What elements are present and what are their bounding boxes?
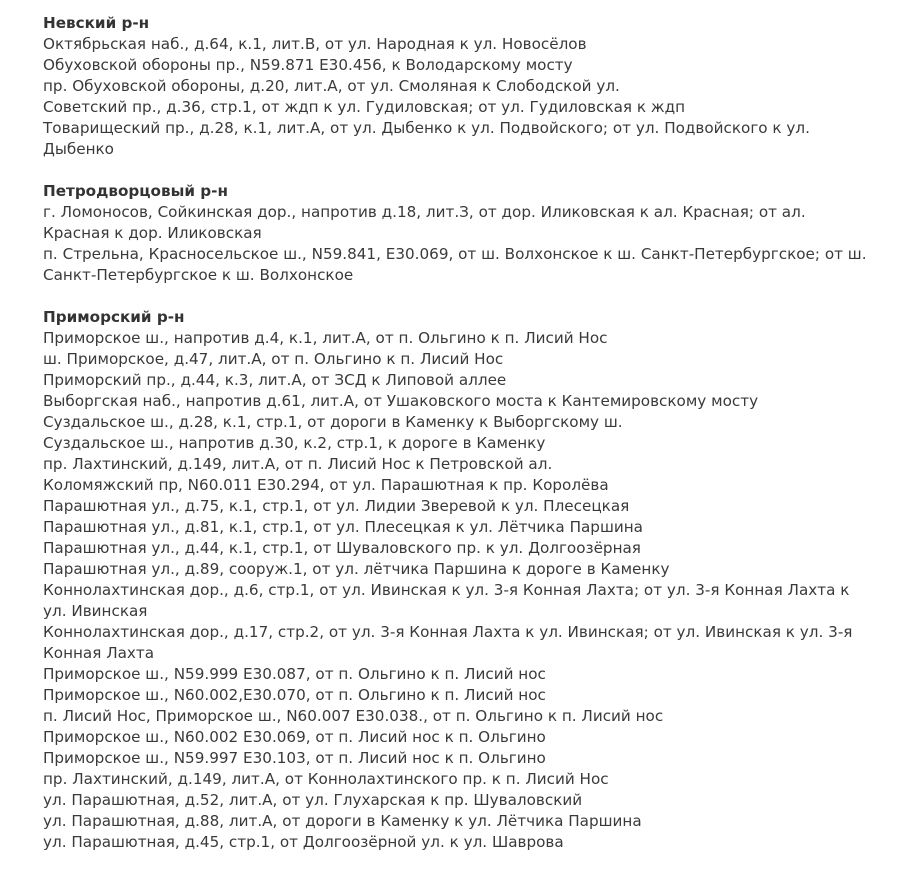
list-item: Товарищеский пр., д.28, к.1, лит.А, от ул. Дыбенко к ул. Подвойского; от ул. Подвойского к ул. Дыбенко [43,119,810,158]
list-item: Парашютная ул., д.89, сооруж.1, от ул. лётчика Паршина к дороге в Каменку [43,560,670,578]
list-item: Обуховской обороны пр., N59.871 E30.456, к Володарскому мосту [43,56,573,74]
list-item: Советский пр., д.36, стр.1, от ждп к ул. Гудиловская; от ул. Гудиловская к ждп [43,98,686,116]
list-item: ул. Парашютная, д.45, стр.1, от Долгоозёрной ул. к ул. Шаврова [43,833,564,851]
list-item: Парашютная ул., д.75, к.1, стр.1, от ул. Лидии Зверевой к ул. Плесецкая [43,497,630,515]
section-primorsky [43,307,873,853]
section-title: Невский р-н [43,14,150,32]
list-item: ш. Приморское, д.47, лит.А, от п. Ольгино к п. Лисий Нос [43,350,504,368]
list-item: Приморский пр., д.44, к.3, лит.А, от ЗСД к Липовой аллее [43,371,507,389]
section-nevsky [43,13,873,160]
section-petrodvortsovy [43,181,873,286]
document-page [43,13,873,874]
list-item: ул. Парашютная, д.52, лит.А, от ул. Глухарская к пр. Шуваловский [43,791,583,809]
list-item: Суздальское ш., д.28, к.1, стр.1, от дороги в Каменку к Выборгскому ш. [43,413,623,431]
list-item: п. Лисий Нос, Приморское ш., N60.007 E30.038., от п. Ольгино к п. Лисий нос [43,707,664,725]
list-item: пр. Лахтинский, д.149, лит.А, от Коннолахтинского пр. к п. Лисий Нос [43,770,609,788]
list-item: Коннолахтинская дор., д.17, стр.2, от ул. 3-я Конная Лахта к ул. Ивинская; от ул. Ивинская к ул. 3-я Конная Лахта [43,623,853,662]
list-item: Выборгская наб., напротив д.61, лит.А, от Ушаковского моста к Кантемировскому мосту [43,392,759,410]
list-item: Октябрьская наб., д.64, к.1, лит.В, от ул. Народная к ул. Новосёлов [43,35,587,53]
list-item: пр. Обуховской обороны, д.20, лит.А, от ул. Смоляная к Слободской ул. [43,77,620,95]
section-title: Приморский р-н [43,308,185,326]
section-title: Петродворцовый р-н [43,182,228,200]
list-item: Парашютная ул., д.44, к.1, стр.1, от Шуваловского пр. к ул. Долгоозёрная [43,539,641,557]
list-item: ул. Парашютная, д.88, лит.А, от дороги в Каменку к ул. Лётчика Паршина [43,812,642,830]
list-item: Парашютная ул., д.81, к.1, стр.1, от ул. Плесецкая к ул. Лётчика Паршина [43,518,643,536]
list-item: Приморское ш., N60.002,E30.070, от п. Ольгино к п. Лисий нос [43,686,546,704]
list-item: г. Ломоносов, Сойкинская дор., напротив д.18, лит.З, от дор. Иликовская к ал. Красная; от ал. Красная к дор. Иликовская [43,203,806,242]
list-item: Приморское ш., N60.002 E30.069, от п. Лисий нос к п. Ольгино [43,728,546,746]
list-item: Коломяжский пр, N60.011 E30.294, от ул. Парашютная к пр. Королёва [43,476,609,494]
list-item: Приморское ш., напротив д.4, к.1, лит.А, от п. Ольгино к п. Лисий Нос [43,329,608,347]
list-item: Коннолахтинская дор., д.6, стр.1, от ул. Ивинская к ул. 3-я Конная Лахта; от ул. 3-я Конная Лахта к ул. Ивинская [43,581,850,620]
list-item: Приморское ш., N59.997 E30.103, от п. Лисий нос к п. Ольгино [43,749,546,767]
list-item: Суздальское ш., напротив д.30, к.2, стр.1, к дороге в Каменку [43,434,546,452]
list-item: пр. Лахтинский, д.149, лит.А, от п. Лисий Нос к Петровской ал. [43,455,553,473]
list-item: п. Стрельна, Красносельское ш., N59.841, E30.069, от ш. Волхонское к ш. Санкт-Петербургское; от ш. Санкт-Петербургское к ш. Волхонское [43,245,867,284]
list-item: Приморское ш., N59.999 E30.087, от п. Ольгино к п. Лисий нос [43,665,546,683]
